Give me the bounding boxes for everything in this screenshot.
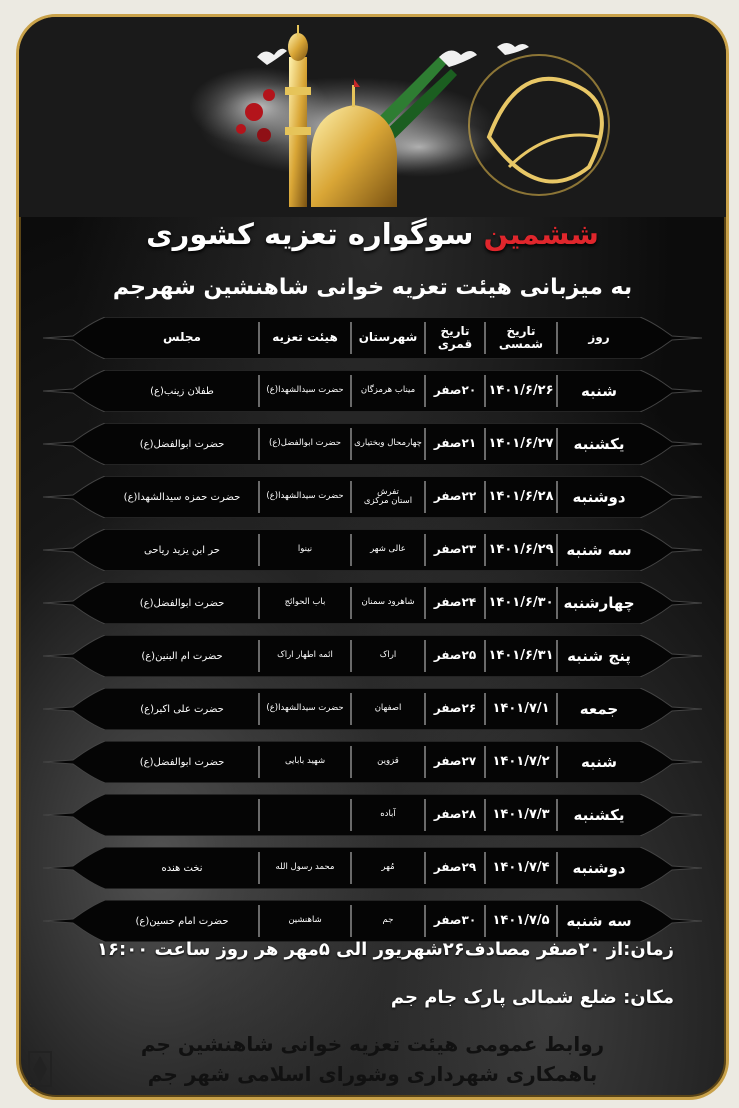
- table-row: [43, 741, 702, 783]
- cell-shamsi: [485, 847, 557, 889]
- cell-day: [557, 688, 641, 730]
- cell-majlis: [105, 476, 259, 518]
- cell-city: [351, 847, 425, 889]
- cell-group: [259, 529, 351, 571]
- cell-group: [259, 688, 351, 730]
- cell-day: [557, 529, 641, 571]
- cell-majlis: [105, 847, 259, 889]
- event-title-text: سوگواره تعزیه کشوری: [146, 217, 474, 251]
- cell-city: [351, 423, 425, 465]
- column-header-city: [351, 317, 425, 359]
- cell-day: [557, 900, 641, 942]
- table-header-row: [43, 317, 702, 359]
- cell-group-text: حضرت ابوالفضل(ع): [269, 438, 341, 449]
- cell-group-text: حضرت سیدالشهدا(ع): [266, 385, 344, 396]
- cell-shamsi-text: ۱۴۰۱/۶/۳۰: [488, 594, 554, 610]
- column-header-shamsi: [485, 317, 557, 359]
- cell-shamsi-text: ۱۴۰۱/۷/۱: [492, 700, 550, 716]
- cell-shamsi: [485, 582, 557, 624]
- cell-city-text: آباده: [380, 809, 396, 820]
- cell-group-text: حضرت سیدالشهدا(ع): [266, 703, 344, 714]
- column-header-majlis: [105, 317, 259, 359]
- cell-qamari: [425, 529, 485, 571]
- cell-majlis-text: حضرت امام حسین(ع): [135, 915, 229, 927]
- table-row: [43, 423, 702, 465]
- event-title: [19, 217, 726, 251]
- cell-group-text: ائمه اطهار اراک: [277, 650, 333, 661]
- cell-shamsi-text: ۱۴۰۱/۶/۲۹: [488, 541, 554, 557]
- cell-city: [351, 741, 425, 783]
- cell-day: [557, 635, 641, 677]
- cell-majlis-text: حضرت ابوالفضل(ع): [139, 438, 225, 450]
- event-title-accent: ششمین: [483, 217, 599, 251]
- table-row: [43, 688, 702, 730]
- poster: [16, 14, 729, 1100]
- cell-majlis: [105, 582, 259, 624]
- cell-group: [259, 635, 351, 677]
- cell-majlis-text: طفلان زینب(ع): [150, 385, 214, 397]
- table-row: [43, 476, 702, 518]
- cell-day-text: چهارشنبه: [563, 593, 635, 612]
- cell-qamari: [425, 741, 485, 783]
- cell-day: [557, 794, 641, 836]
- cell-majlis-text: حضرت ابوالفضل(ع): [139, 756, 225, 768]
- cell-shamsi-text: ۱۴۰۱/۷/۵: [492, 912, 550, 928]
- column-header-label: تاریخ: [506, 323, 536, 338]
- cell-majlis-text: نخت هنده: [161, 862, 203, 874]
- cell-city-text: اراک: [379, 650, 397, 661]
- cell-group-text: شهید بابایی: [284, 756, 326, 767]
- cell-group: [259, 582, 351, 624]
- cell-city-line: تفرش: [377, 486, 399, 497]
- cell-day-text: دوشنبه: [572, 858, 626, 877]
- cell-city-text: مُهر: [381, 862, 395, 873]
- cell-majlis: [105, 529, 259, 571]
- cell-majlis: [105, 423, 259, 465]
- cell-group: [259, 794, 351, 836]
- cell-city: [351, 582, 425, 624]
- cell-shamsi: [485, 794, 557, 836]
- cell-city-text: میناب هرمزگان: [360, 385, 416, 396]
- cell-day-text: سه شنبه: [566, 540, 632, 559]
- column-header-group: [259, 317, 351, 359]
- cell-day-text: یکشنبه: [573, 805, 625, 824]
- cell-qamari: [425, 635, 485, 677]
- cell-city: [351, 370, 425, 412]
- cell-qamari-text: ۲۴صفر: [433, 595, 477, 610]
- cell-group-text: نینوا: [297, 544, 313, 555]
- column-header-label: قمری: [437, 337, 473, 351]
- cell-group-text: شاهنشین: [288, 915, 322, 926]
- cell-group: [259, 741, 351, 783]
- table-row: [43, 900, 702, 942]
- cell-qamari-text: ۲۵صفر: [433, 648, 477, 663]
- cell-shamsi-text: ۱۴۰۱/۷/۲: [492, 753, 550, 769]
- cell-day-text: شنبه: [580, 381, 618, 400]
- column-header-label: شمسی: [498, 337, 544, 351]
- cell-city-text: عالی شهر: [370, 544, 406, 555]
- cell-day: [557, 476, 641, 518]
- cell-majlis: [105, 741, 259, 783]
- cell-shamsi-text: ۱۴۰۱/۶/۳۱: [488, 647, 554, 663]
- cell-group-text: باب الحوائج: [284, 597, 326, 608]
- cell-qamari-text: ۲۲صفر: [433, 489, 477, 504]
- cell-day: [557, 370, 641, 412]
- cell-majlis: [105, 688, 259, 730]
- cell-day-text: یکشنبه: [573, 434, 625, 453]
- cell-shamsi: [485, 900, 557, 942]
- cell-qamari: [425, 847, 485, 889]
- organizer-line: روابط عمومی هیئت تعزیه خوانی شاهنشین جم: [140, 1032, 605, 1056]
- cell-city-text: چهارمحال وبختیاری: [354, 438, 422, 449]
- table-row: [43, 635, 702, 677]
- cell-majlis-text: حضرت ام البنین(ع): [141, 650, 223, 662]
- cell-qamari-text: ۲۰صفر: [433, 383, 477, 398]
- cell-shamsi: [485, 635, 557, 677]
- cell-shamsi: [485, 688, 557, 730]
- cooperation-line: باهمکاری شهرداری وشورای اسلامی شهر جم: [147, 1062, 598, 1086]
- cell-group: [259, 476, 351, 518]
- cell-shamsi-text: ۱۴۰۱/۶/۲۶: [488, 382, 554, 398]
- cell-day-text: دوشنبه: [572, 487, 626, 506]
- cell-group: [259, 423, 351, 465]
- cell-day-text: جمعه: [579, 699, 619, 718]
- event-time: زمان:از ۲۰صفر مصادف۲۶شهریور الی ۵مهر هر روز ساعت ۱۶:۰۰: [97, 939, 674, 960]
- shrine-banner: [19, 17, 726, 217]
- cell-day-text: شنبه: [580, 752, 618, 771]
- column-header-day: [557, 317, 641, 359]
- cell-day-text: پنج شنبه: [567, 646, 631, 665]
- cell-shamsi: [485, 476, 557, 518]
- cell-majlis: [105, 370, 259, 412]
- table-row: [43, 370, 702, 412]
- cell-majlis-text: حضرت حمزه سیدالشهدا(ع): [123, 491, 241, 503]
- cell-group-text: محمد رسول الله: [275, 862, 335, 873]
- cell-shamsi-text: ۱۴۰۱/۷/۳: [492, 806, 550, 822]
- cell-majlis: [105, 900, 259, 942]
- column-header-label: تاریخ: [440, 323, 470, 338]
- cell-city: [351, 635, 425, 677]
- table-row: [43, 847, 702, 889]
- iran-theater-logo: [25, 1042, 145, 1097]
- cell-city-text: قزوین: [377, 756, 399, 767]
- column-header-label: مجلس: [163, 330, 201, 345]
- cell-day: [557, 582, 641, 624]
- cell-qamari-text: ۲۸صفر: [433, 807, 477, 822]
- cell-shamsi-text: ۱۴۰۱/۶/۲۸: [488, 488, 554, 504]
- cell-majlis: [105, 794, 259, 836]
- cell-qamari: [425, 688, 485, 730]
- cell-qamari-text: ۲۷صفر: [433, 754, 477, 769]
- cell-qamari-text: ۲۶صفر: [433, 701, 477, 716]
- cell-city-text: شاهرود سمنان: [361, 597, 415, 608]
- cell-city: [351, 688, 425, 730]
- cell-qamari-text: ۲۱صفر: [433, 436, 477, 451]
- column-header-label: هیئت تعزیه: [272, 330, 338, 345]
- cell-majlis-text: حر ابن یزید ریاحی: [144, 544, 220, 556]
- table-row: [43, 529, 702, 571]
- event-subtitle: به میزبانی هیئت تعزیه خوانی شاهنشین شهرجم: [112, 275, 633, 300]
- cell-qamari: [425, 476, 485, 518]
- cell-shamsi: [485, 741, 557, 783]
- column-header-qamari: [425, 317, 485, 359]
- cell-shamsi: [485, 370, 557, 412]
- cell-shamsi: [485, 529, 557, 571]
- cell-shamsi-text: ۱۴۰۱/۷/۴: [492, 859, 550, 875]
- cell-qamari: [425, 794, 485, 836]
- event-place: مکان: ضلع شمالی پارک جام جم: [390, 987, 674, 1008]
- table-row: [43, 794, 702, 836]
- cell-day-text: سه شنبه: [566, 911, 632, 930]
- cell-group: [259, 370, 351, 412]
- cell-city: [351, 900, 425, 942]
- cell-city-text: اصفهان: [374, 703, 402, 714]
- cell-qamari: [425, 423, 485, 465]
- cell-majlis-text: حضرت ابوالفضل(ع): [139, 597, 225, 609]
- cell-shamsi: [485, 423, 557, 465]
- cell-group: [259, 847, 351, 889]
- cell-majlis: [105, 635, 259, 677]
- cell-city-line: استان مرکزی: [363, 496, 413, 506]
- cell-qamari-text: ۲۹صفر: [433, 860, 477, 875]
- cell-city: [351, 794, 425, 836]
- cell-qamari-text: ۲۳صفر: [433, 542, 477, 557]
- cell-city: [351, 529, 425, 571]
- column-header-label: روز: [588, 330, 610, 345]
- cell-day: [557, 423, 641, 465]
- cell-group-text: حضرت سیدالشهدا(ع): [266, 491, 344, 502]
- cell-day: [557, 847, 641, 889]
- cell-qamari: [425, 370, 485, 412]
- table-row: [43, 582, 702, 624]
- cell-qamari: [425, 582, 485, 624]
- cell-day: [557, 741, 641, 783]
- cell-city-text: جم: [382, 915, 394, 926]
- cell-majlis-text: حضرت علی اکبر(ع): [140, 703, 224, 715]
- column-header-label: شهرستان: [358, 330, 418, 345]
- cell-group: [259, 900, 351, 942]
- cell-city: [351, 476, 425, 518]
- cell-qamari: [425, 900, 485, 942]
- cell-shamsi-text: ۱۴۰۱/۶/۲۷: [488, 435, 554, 451]
- cell-qamari-text: ۳۰صفر: [433, 913, 477, 928]
